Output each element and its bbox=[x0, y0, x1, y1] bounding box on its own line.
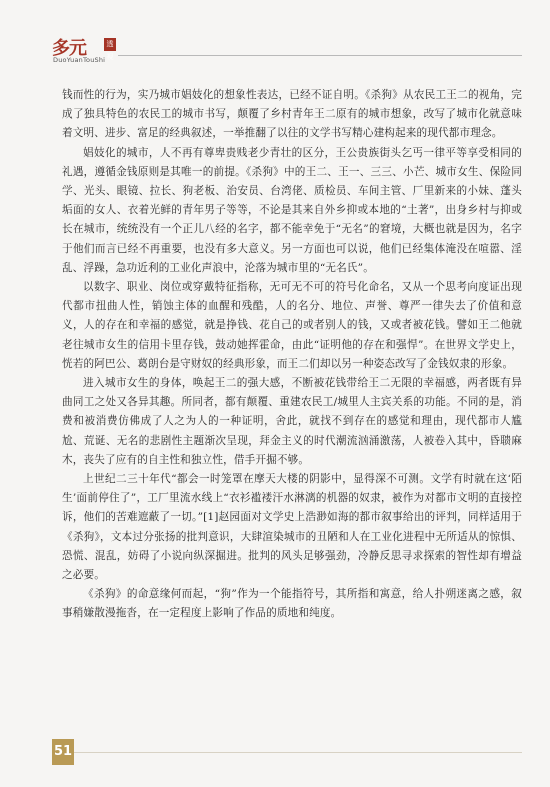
logo-title: 多元 bbox=[52, 38, 86, 59]
logo-pinyin: DuoYuanTouShi bbox=[53, 56, 106, 64]
page-number: 51 bbox=[52, 739, 74, 765]
paragraph: 《杀狗》的命意缘何而起，“狗”作为一个能指符号，其所指和寓意，给人扑朔迷离之感，叙事稍嫌散漫拖沓，在一定程度上影响了作品的质地和纯度。 bbox=[62, 588, 522, 620]
magazine-logo bbox=[40, 32, 124, 68]
paragraph: 上世纪二三十年代“都会一时笼罩在摩天大楼的阴影中，显得深不可测。文学有时就在这‘陌生’面前停住了”，工厂里流水线上“衣衫褴褛汗水淋漓的机器的奴隶，被作为对都市文明的直接控诉，他们的苦难遮蔽了一切。”[1]赵园面对文学史上浩渺如海的都市叙事给出的评判，同样适用于《杀狗》，文本过分张扬的批判意识，大肆渲染城市的丑陋和人在工业化进程中无所适从的惊惧、恐慌、混乱，妨碍了小说向纵深掘进。批判的风头足够强劲，冷静反思寻求探索的智性却有增益之必要。 bbox=[62, 473, 522, 582]
paragraph: 以数字、职业、岗位或穿戴特征指称，无可无不可的符号化命名，又从一个思考向度证出现代都市扭曲人性，销蚀主体的血醒和残酷，人的名分、地位、声誉、尊严一律失去了价值和意义，人的存在和幸福的感觉，就是挣钱、花自己的或者别人的钱，又或者被花钱。譬如王二他就老往城市女生的信用卡里存钱，鼓动她挥霍命，由此“证明他的存在和强悍”。在世界文学史上，恍若的阿巴公、葛朗台是守财奴的经典形象，而王二们却以另一种姿态改写了金钱奴隶的形象。 bbox=[62, 281, 522, 370]
logo-seal: 透视 bbox=[104, 38, 116, 51]
paragraph: 钱而性的行为，实乃城市娼妓化的想象性表达，已经不证自明。《杀狗》从农民工王二的视角，完成了独具特色的农民工的城市书写，颠覆了乡村青年王二原有的城市想象，改写了城市化就意味着文明、进步、富足的经典叙述，一举推翻了以往的文学书写精心建构起来的现代都市理念。 bbox=[62, 89, 522, 140]
paragraph: 进入城市女生的身体，唤起王二的强大感，不断被花钱带给王二无限的幸福感，两者既有异曲同工之处又各异其趣。所同者，都有颠覆、重建农民工/城里人主宾关系的功能。不同的是，消费和被消费仿佛成了人之为人的一种证明，舍此，就找不到存在的感觉和理由，现代都市人尴尬、荒诞、无名的悲剧性主题渐次呈现，拜金主义的时代潮流汹涌激荡，人被卷入其中，昏聩麻木，丧失了应有的自主性和独立性，借手开掘不够。 bbox=[62, 377, 522, 466]
article-body bbox=[62, 86, 522, 624]
paragraph: 娼妓化的城市，人不再有尊卑贵贱老少青壮的区分，王公贵族街头乞丐一律平等享受相同的礼遇，遵循金钱原则是其唯一的前提。《杀狗》中的王二、王一、三三、小芒、城市女生、保险同学、光头、眼镜、拉长、狗老板、治安员、台湾佬、质检员、车间主管、厂里新来的小妹、蓬头垢面的女人、衣着光鲜的青年男子等等，不论是其来自外乡抑或本地的“土著”，出身乡村与抑或长在城市，统统没有一个正儿八经的名字，都不能幸免于“无名”的窘境，大概也就是因为，名字于他们而言已经不再重要，也没有多大意义。另一方面也可以说，他们已经集体淹没在喧嚣、淫乱、浮躁，急功近利的工业化声浪中，沦落为城市里的“无名氏”。 bbox=[62, 146, 522, 274]
header-rule bbox=[118, 55, 522, 56]
footer-rule bbox=[52, 752, 522, 753]
